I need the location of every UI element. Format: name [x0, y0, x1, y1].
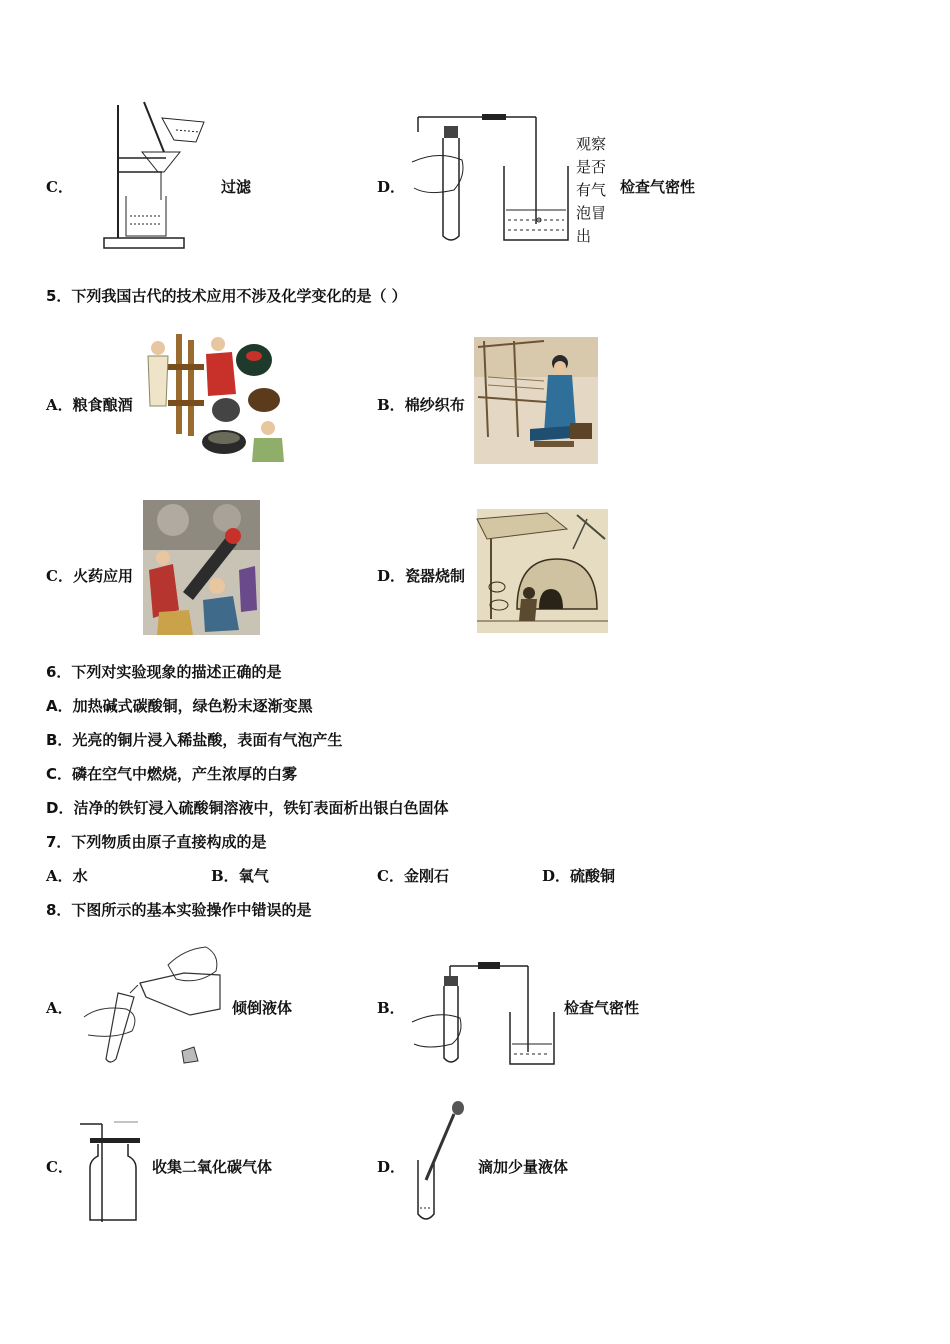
q6-option-b: B．光亮的铜片浸入稀盐酸，表面有气泡产生	[46, 731, 343, 749]
q7-option-d-label: D．	[542, 867, 571, 885]
q8-option-b-label: B．	[377, 999, 405, 1017]
gunpowder-illustration	[143, 500, 260, 635]
q5-option-c	[46, 566, 133, 586]
q7-stem: 7．下列物质由原子直接构成的是	[46, 833, 267, 851]
q7-option-a	[46, 866, 88, 886]
q8-option-c-label: C．	[46, 1158, 73, 1176]
q6-option-d: D．洁净的铁钉浸入硫酸铜溶液中，铁钉表面析出银白色固体	[46, 799, 449, 817]
q6-stem: 6．下列对实验现象的描述正确的是	[46, 663, 282, 681]
q7-option-b	[211, 866, 269, 886]
q5-option-b-text: 棉纱织布	[404, 396, 465, 414]
cotton-weaving-illustration	[474, 337, 598, 464]
q5-option-c-text: 火药应用	[72, 567, 133, 585]
q7-option-c	[377, 866, 449, 886]
q8-option-d-text: 滴加少量液体	[478, 1158, 569, 1176]
q7-option-b-text: 氧气	[238, 867, 269, 885]
q8-option-a-label: A．	[46, 999, 73, 1017]
pouring-liquid-figure	[80, 935, 226, 1065]
q5-option-c-label: C．	[46, 567, 73, 585]
q5-option-d-text: 瓷器烧制	[405, 567, 466, 585]
q8-stem: 8．下图所示的基本实验操作中错误的是	[46, 901, 312, 919]
q5-option-d-label: D．	[377, 567, 406, 585]
wine-brewing-illustration	[142, 330, 288, 464]
q5-option-b	[377, 395, 465, 415]
q5-option-d	[377, 566, 465, 586]
co2-collection-bottle-figure	[78, 1120, 142, 1224]
airtightness-check-figure	[408, 112, 578, 242]
q4-option-c-text: 过滤	[221, 178, 252, 196]
q4-option-d-text: 检查气密性	[620, 178, 696, 196]
q7-option-a-text: 水	[72, 867, 88, 885]
q5-stem: 5．下列我国古代的技术应用不涉及化学变化的是（ ）	[46, 287, 407, 305]
q7-option-d	[542, 866, 615, 886]
q5-option-b-label: B．	[377, 396, 405, 414]
q6-option-a: A．加热碱式碳酸铜，绿色粉末逐渐变黑	[46, 697, 313, 715]
dropper-in-test-tube-figure	[408, 1100, 472, 1224]
q8-option-d-label: D．	[377, 1158, 406, 1176]
q7-option-c-label: C．	[377, 867, 404, 885]
porcelain-kiln-illustration	[477, 509, 608, 633]
q5-option-a	[46, 395, 133, 415]
q5-option-a-label: A．	[46, 396, 73, 414]
filtration-apparatus-figure	[100, 100, 212, 252]
q6-option-c: C．磷在空气中燃烧，产生浓厚的白雾	[46, 765, 298, 783]
q7-option-a-label: A．	[46, 867, 73, 885]
q7-option-b-label: B．	[211, 867, 239, 885]
q4-option-d-label: D．	[377, 178, 406, 196]
q5-option-a-text: 粮食酿酒	[72, 396, 133, 414]
airtightness-check-figure-2	[408, 960, 558, 1066]
q8-option-c-text: 收集二氧化碳气体	[152, 1158, 273, 1176]
q8-option-a-text: 倾倒液体	[232, 999, 293, 1017]
q8-option-b-text: 检查气密性	[564, 999, 640, 1017]
q7-option-c-text: 金刚石	[403, 867, 449, 885]
q4-option-c-label: C．	[46, 178, 73, 196]
q7-option-d-text: 硫酸铜	[570, 867, 616, 885]
bubble-observation-note: 观察是否有气泡冒出	[576, 135, 607, 245]
